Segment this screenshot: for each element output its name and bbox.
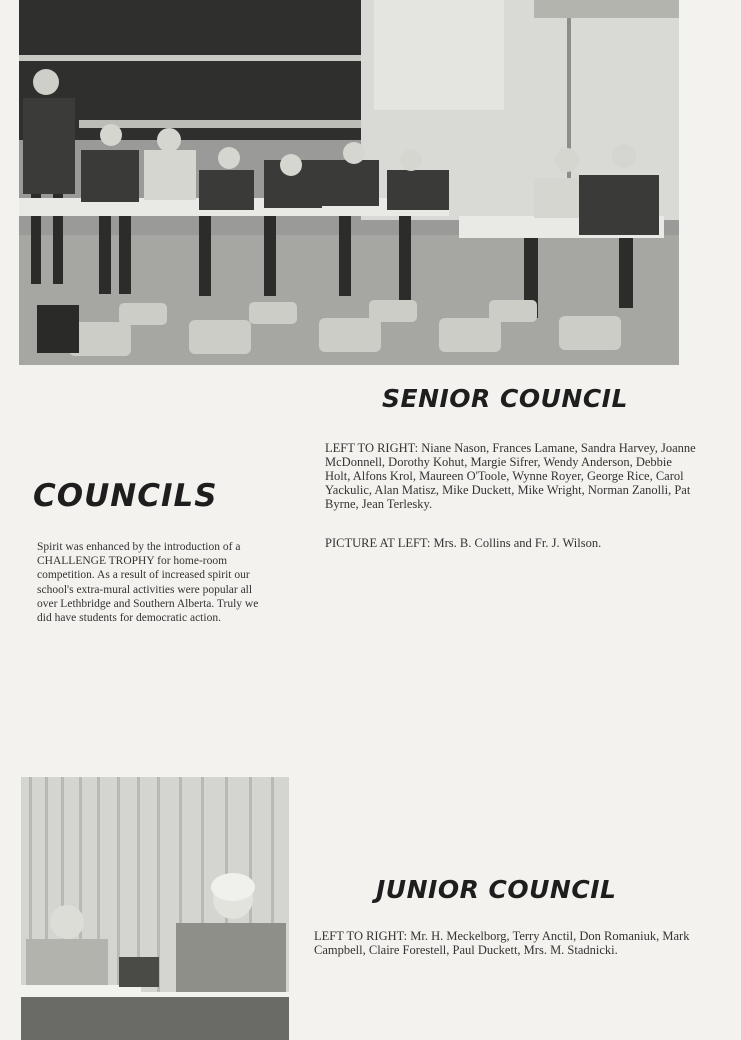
junior-council-heading: JUNIOR COUNCIL: [376, 875, 617, 904]
senior-council-heading: SENIOR COUNCIL: [382, 384, 628, 413]
senior-council-photo: [19, 0, 679, 365]
junior-council-photo: [21, 777, 289, 1040]
senior-council-names: LEFT TO RIGHT: Niane Nason, Frances Lamane, Sandra Harvey, Joanne McDonnell, Dorothy Kohut, Margie Sifrer, Wendy Anderson, Debbie Holt, Alfons Krol, Maureen O'Toole, Wynne Royer, George Rice, Carol Yackulic, Alan Matisz, Mike Duckett, Mike Wright, Norman Zanolli, Pat Byrne, Jean Terlesky.: [325, 441, 696, 511]
senior-council-picture-note: PICTURE AT LEFT: Mrs. B. Collins and Fr. J. Wilson.: [325, 536, 602, 550]
senior-council-photo-image: [19, 0, 679, 365]
councils-heading: COUNCILS: [33, 478, 218, 514]
councils-intro-text: Spirit was enhanced by the introduction of a CHALLENGE TROPHY for home-room competition. As a result of increased spirit our school's extra-mural activities were popular all over Lethbridge and Southern Alberta. Truly we did have students for democratic action.: [37, 541, 259, 625]
junior-council-photo-image: [21, 777, 289, 1040]
junior-council-names: LEFT TO RIGHT: Mr. H. Meckelborg, Terry Anctil, Don Romaniuk, Mark Campbell, Claire Forestell, Paul Duckett, Mrs. M. Stadnicki.: [314, 929, 690, 957]
